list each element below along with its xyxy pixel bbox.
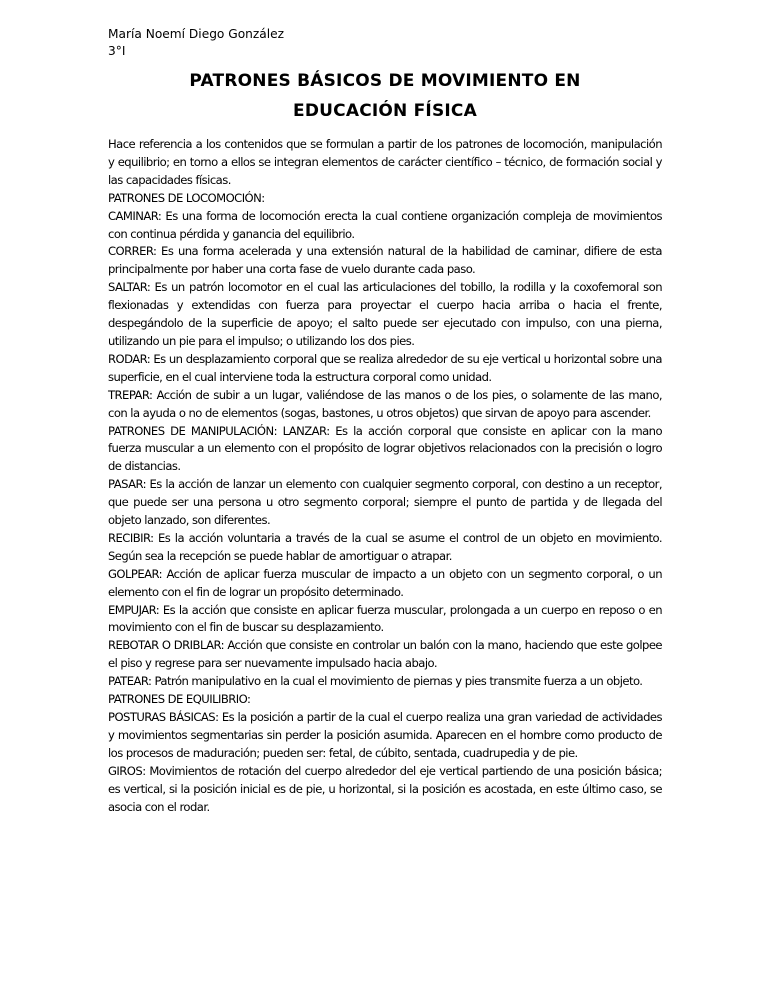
paragraph-golpear: GOLPEAR: Acción de aplicar fuerza muscular de impacto a un objeto con un segmento corporal, o un elemento con el fin de lograr un propósito determinado. bbox=[108, 566, 662, 599]
title-line-2: EDUCACIÓN FÍSICA bbox=[293, 101, 477, 121]
paragraph-caminar: CAMINAR: Es una forma de locomoción erecta la cual contiene organización compleja de movimientos con continua pérdida y ganancia del equilibrio. bbox=[108, 208, 662, 241]
paragraph-pasar: PASAR: Es la acción de lanzar un elemento con cualquier segmento corporal, con destino a un receptor, que puede ser una persona u otro segmento corporal; siempre el punto de partida y de llegada del objeto lanzado, son diferentes. bbox=[108, 477, 662, 528]
paragraph-trepar: TREPAR: Acción de subir a un lugar, valiéndose de las manos o de los pies, o solamente de las mano, con la ayuda o no de elementos (sogas, bastones, u otros objetos) que sirvan de apoyo para ascender. bbox=[108, 387, 662, 420]
paragraph-correr: CORRER: Es una forma acelerada y una extensión natural de la habilidad de caminar, difiere de esta principalmente por haber una corta fase de vuelo durante cada paso. bbox=[108, 244, 662, 277]
paragraph-giros: GIROS: Movimientos de rotación del cuerpo alrededor del eje vertical partiendo de una posición básica; es vertical, si la posición inicial es de pie, u horizontal, si la posición es acostada, en este último caso, se asocia con el rodar. bbox=[108, 763, 662, 814]
author-name: María Noemí Diego González bbox=[108, 27, 285, 41]
paragraph-patear: PATEAR: Patrón manipulativo en la cual el movimiento de piernas y pies transmite fuerza a un objeto. bbox=[108, 674, 643, 689]
paragraph-posturas: POSTURAS BÁSICAS: Es la posición a partir de la cual el cuerpo realiza una gran variedad de actividades y movimientos segmentarias sin perder la posición asumida. Aparecen en el hombre como producto de los procesos de maduración; pueden ser: fetal, de cúbito, sentada, cuadrupedia y de pie. bbox=[108, 710, 662, 760]
document-page bbox=[108, 26, 662, 816]
paragraph-rebotar: REBOTAR O DRIBLAR: Acción que consiste en controlar un balón con la mano, haciendo que este golpee el piso y regrese para ser nuevamente impulsado hacia abajo. bbox=[108, 638, 662, 671]
section-heading-locomocion: PATRONES DE LOCOMOCIÓN: bbox=[108, 190, 265, 205]
paragraph-lanzar: PATRONES DE MANIPULACIÓN: LANZAR: Es la acción corporal que consiste en aplicar con la mano fuerza muscular a un elemento con el propósito de lograr objetivos relacionados con la precisión o logro de distancias. bbox=[108, 423, 662, 474]
intro-paragraph: Hace referencia a los contenidos que se formulan a partir de los patrones de locomoción, manipulación y equilibrio; en torno a ellos se integran elementos de carácter científico – técnico, de formación social y las capacidades físicas. bbox=[108, 137, 662, 187]
title-line-1: PATRONES BÁSICOS DE MOVIMIENTO EN bbox=[189, 71, 581, 91]
paragraph-rodar: RODAR: Es un desplazamiento corporal que se realiza alrededor de su eje vertical u horizontal sobre una superficie, en el cual interviene toda la estructura corporal como unidad. bbox=[108, 351, 662, 384]
document-title bbox=[108, 66, 662, 126]
section-heading-equilibrio: PATRONES DE EQUILIBRIO: bbox=[108, 692, 251, 707]
paragraph-saltar: SALTAR: Es un patrón locomotor en el cual las articulaciones del tobillo, la rodilla y la coxofemoral son flexionadas y extendidas con fuerza para proyectar el cuerpo hacia arriba o hacia el frente, despegándolo de la superficie de apoyo; el salto puede ser ejecutado con impulso, con una pierna, utilizando un pie para el impulso; o utilizando los dos pies. bbox=[108, 280, 662, 348]
paragraph-recibir: RECIBIR: Es la acción voluntaria a través de la cual se asume el control de un objeto en movimiento. Según sea la recepción se puede hablar de amortiguar o atrapar. bbox=[108, 530, 662, 563]
paragraph-empujar: EMPUJAR: Es la acción que consiste en aplicar fuerza muscular, prolongada a un cuerpo en reposo o en movimiento con el fin de buscar su desplazamiento. bbox=[108, 602, 662, 635]
grade-label: 3°I bbox=[108, 44, 126, 58]
document-body bbox=[108, 136, 662, 816]
